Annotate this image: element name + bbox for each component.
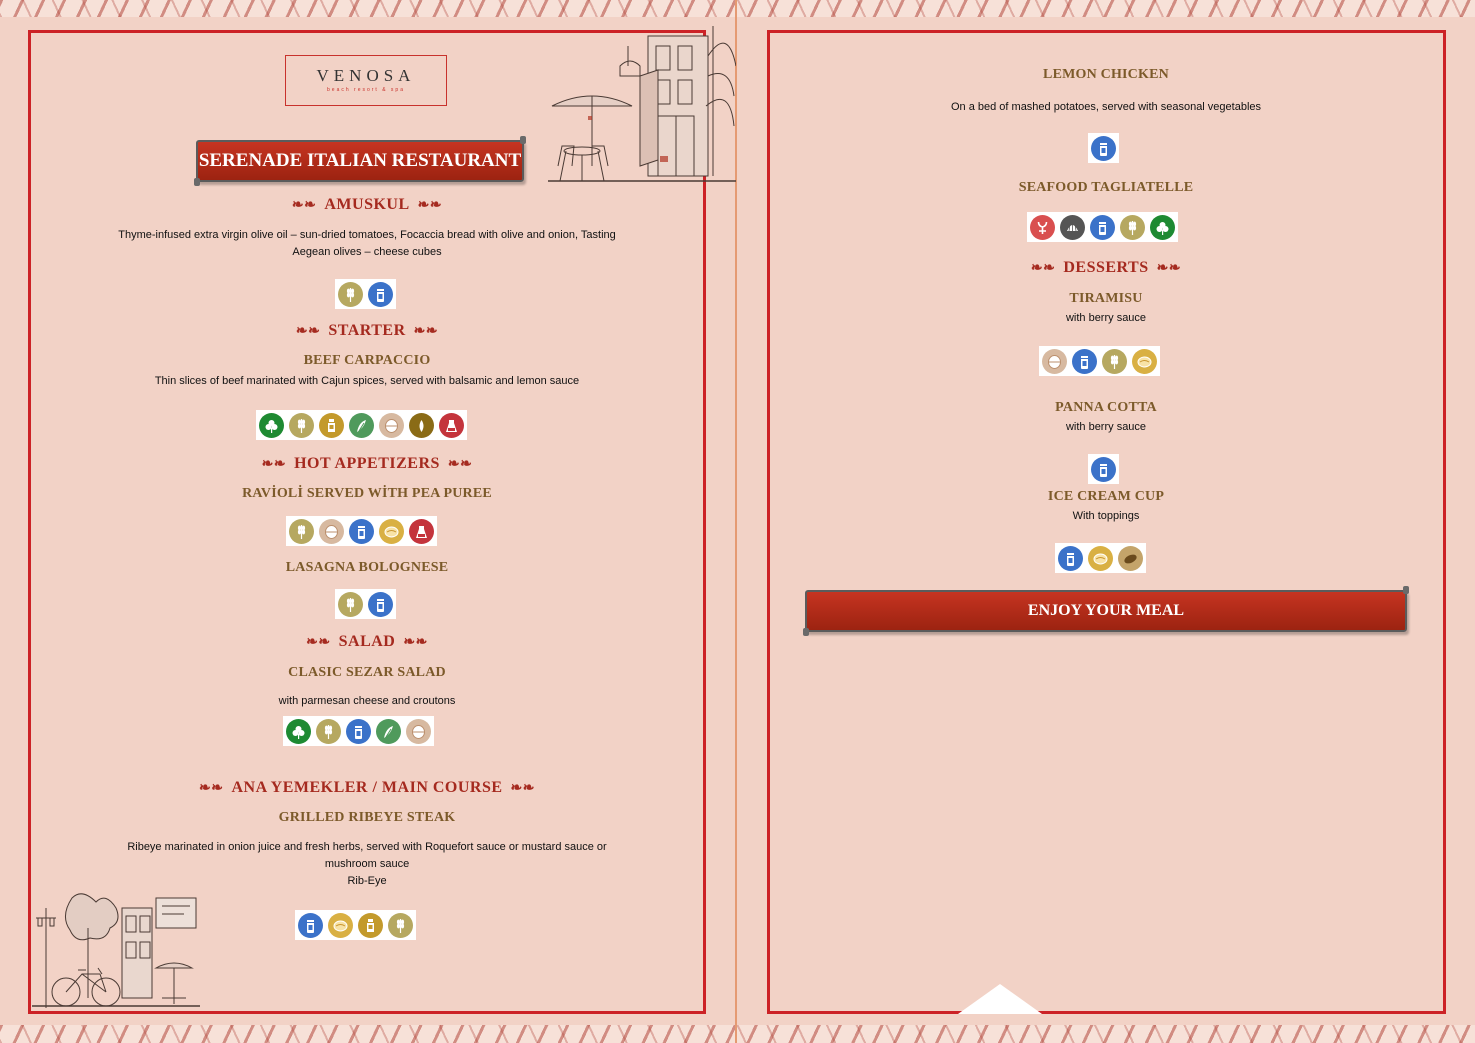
- item-title-ribeye: GRILLED RIBEYE STEAK: [278, 810, 456, 825]
- amuskul-description-line1: Thyme-infused extra virgin olive oil – sun-dried tomatoes, Focaccia bread with olive and onion, Tasting: [118, 229, 616, 241]
- allergen-icons-amuskul: [335, 279, 396, 309]
- gluten-icon: [289, 519, 314, 544]
- milk-icon: [346, 719, 371, 744]
- panna-cotta-description: with berry sauce: [1065, 421, 1147, 433]
- tiramisu-description: with berry sauce: [1065, 312, 1147, 324]
- lemon-chicken-description: On a bed of mashed potatoes, served with seasonal vegetables: [950, 101, 1262, 113]
- egg-yolk-icon: [328, 913, 353, 938]
- sulphite-icon: [409, 519, 434, 544]
- allergen-icons-tiramisu: [1039, 346, 1160, 376]
- ribeye-description-line2: mushroom sauce: [324, 858, 410, 870]
- bicycle-street-sketch: [32, 888, 200, 1010]
- vegetarian-icon: [376, 719, 401, 744]
- sesame-icon: [409, 413, 434, 438]
- flourish-left: ❧❧: [295, 323, 321, 339]
- item-title-beef-carpaccio: BEEF CARPACCIO: [303, 353, 431, 368]
- ribeye-description-line3: Rib-Eye: [347, 875, 387, 887]
- flourish-left: ❧❧: [198, 780, 224, 796]
- celery-icon: [1150, 215, 1175, 240]
- amuskul-description-line2: Aegean olives – cheese cubes: [292, 246, 442, 258]
- item-title-ice-cream-cup: ICE CREAM CUP: [1047, 489, 1165, 504]
- enjoy-meal-text: ENJOY YOUR MEAL: [1027, 602, 1185, 619]
- section-heading-starter: [167, 322, 567, 340]
- section-heading-salad: [167, 633, 567, 651]
- flourish-right: ❧❧: [510, 780, 536, 796]
- celery-icon: [286, 719, 311, 744]
- beef-carpaccio-description: Thin slices of beef marinated with Cajun spices, served with balsamic and lemon sauce: [154, 375, 580, 387]
- logo-tagline: beach resort & spa: [327, 87, 405, 93]
- allergen-icons-lemon-chicken: [1088, 133, 1119, 163]
- item-title-panna-cotta: PANNA COTTA: [1055, 400, 1157, 415]
- flourish-left: ❧❧: [1030, 260, 1056, 276]
- gluten-icon: [338, 592, 363, 617]
- venosa-logo: [285, 55, 447, 106]
- egg-icon: [319, 519, 344, 544]
- heading-text: ANA YEMEKLER / MAIN COURSE: [231, 779, 503, 796]
- item-title-seafood-tagliatelle: SEAFOOD TAGLIATELLE: [1018, 180, 1194, 195]
- allergen-icons-starter: [256, 410, 467, 440]
- celery-icon: [259, 413, 284, 438]
- gluten-icon: [316, 719, 341, 744]
- flourish-right: ❧❧: [417, 197, 443, 213]
- section-heading-hot-appetizers: [167, 455, 567, 473]
- section-heading-main-course: [117, 779, 617, 797]
- flourish-right: ❧❧: [1156, 260, 1182, 276]
- heading-text: HOT APPETIZERS: [294, 455, 440, 472]
- logo-name: VENOSA: [316, 66, 416, 85]
- item-title-ravioli: RAVİOLİ SERVED WİTH PEA PUREE: [242, 486, 492, 501]
- section-heading-desserts: [906, 259, 1306, 277]
- allergen-icons-lasagna: [335, 589, 396, 619]
- allergen-icons-panna-cotta: [1088, 454, 1119, 484]
- sulphite-icon: [439, 413, 464, 438]
- allergen-icons-seafood: [1027, 212, 1178, 242]
- item-title-tiramisu: TIRAMISU: [1069, 291, 1143, 306]
- mustard-icon: [319, 413, 344, 438]
- item-title-lasagna: LASAGNA BOLOGNESE: [285, 560, 449, 575]
- heading-text: STARTER: [328, 322, 406, 339]
- heading-text: SALAD: [338, 633, 396, 650]
- allergen-icons-ravioli: [286, 516, 437, 546]
- section-heading-amuskul: [167, 196, 567, 214]
- sezar-salad-description: with parmesan cheese and croutons: [278, 695, 456, 707]
- page-fold-triangle: [958, 984, 1042, 1014]
- gluten-icon: [1120, 215, 1145, 240]
- vegetarian-icon: [349, 413, 374, 438]
- milk-icon: [1091, 457, 1116, 482]
- milk-icon: [1058, 546, 1083, 571]
- gluten-icon: [338, 282, 363, 307]
- flourish-right: ❧❧: [413, 323, 439, 339]
- ice-cream-cup-description: With toppings: [1072, 510, 1140, 522]
- item-title-lemon-chicken: LEMON CHICKEN: [1043, 67, 1169, 82]
- allergen-icons-ribeye: [295, 910, 416, 940]
- restaurant-banner-text: SERENADE ITALIAN RESTAURANT: [198, 150, 522, 171]
- mollusc-icon: [1060, 215, 1085, 240]
- heading-text: DESSERTS: [1063, 259, 1149, 276]
- gluten-icon: [289, 413, 314, 438]
- cafe-street-sketch: [548, 16, 736, 192]
- allergen-icons-salad: [283, 716, 434, 746]
- allergen-icons-ice-cream: [1055, 543, 1146, 573]
- milk-icon: [1091, 136, 1116, 161]
- milk-icon: [368, 282, 393, 307]
- egg-yolk-icon: [379, 519, 404, 544]
- mustard-icon: [358, 913, 383, 938]
- egg-icon: [1042, 349, 1067, 374]
- egg-icon: [406, 719, 431, 744]
- flourish-right: ❧❧: [447, 456, 473, 472]
- egg-yolk-icon: [1088, 546, 1113, 571]
- nuts-icon: [1118, 546, 1143, 571]
- milk-icon: [368, 592, 393, 617]
- egg-icon: [379, 413, 404, 438]
- flourish-left: ❧❧: [291, 197, 317, 213]
- egg-yolk-icon: [1132, 349, 1157, 374]
- restaurant-banner: [196, 140, 524, 182]
- decorative-pattern-bottom: [0, 1025, 1475, 1043]
- milk-icon: [1072, 349, 1097, 374]
- milk-icon: [349, 519, 374, 544]
- gluten-icon: [388, 913, 413, 938]
- milk-icon: [1090, 215, 1115, 240]
- gluten-icon: [1102, 349, 1127, 374]
- crustacean-icon: [1030, 215, 1055, 240]
- enjoy-meal-banner: [805, 590, 1407, 632]
- flourish-right: ❧❧: [403, 634, 428, 650]
- decorative-pattern-top: [0, 0, 1475, 17]
- flourish-left: ❧❧: [261, 456, 287, 472]
- item-title-sezar-salad: CLASIC SEZAR SALAD: [288, 665, 446, 680]
- ribeye-description-line1: Ribeye marinated in onion juice and fresh herbs, served with Roquefort sauce or mustard sauce or: [127, 841, 607, 853]
- milk-icon: [298, 913, 323, 938]
- heading-text: AMUSKUL: [324, 196, 410, 213]
- flourish-left: ❧❧: [306, 634, 331, 650]
